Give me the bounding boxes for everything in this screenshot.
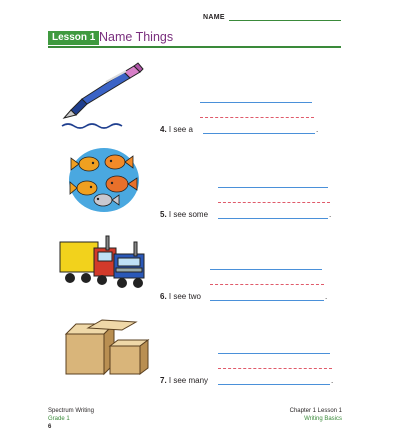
page-number: 6: [48, 424, 52, 430]
guide-mid-line: [218, 202, 330, 203]
fish-icon: [67, 146, 141, 214]
footer-right: [290, 408, 342, 423]
item-text: I see a: [168, 125, 193, 134]
sentence-4: [160, 125, 193, 134]
lesson-badge: Lesson 1: [48, 31, 99, 45]
guide-top-line: [210, 269, 322, 270]
item-number: 6.: [160, 292, 167, 301]
guide-mid-line: [218, 368, 332, 369]
period: .: [331, 376, 334, 385]
footer-chapter: Chapter 1 Lesson 1: [289, 408, 342, 414]
answer-line-4[interactable]: [203, 133, 315, 134]
guide-top-line: [218, 353, 330, 354]
guide-mid-line: [210, 284, 324, 285]
period: .: [316, 125, 319, 134]
item-number: 7.: [160, 376, 167, 385]
name-write-line[interactable]: [229, 20, 341, 21]
footer-grade: Grade 1: [48, 415, 70, 422]
guide-mid-line: [200, 117, 314, 118]
footer-left: [48, 408, 94, 423]
answer-line-6[interactable]: [210, 300, 324, 301]
answer-line-5[interactable]: [218, 218, 328, 219]
footer-section: Writing Basics: [304, 415, 342, 422]
item-text: I see some: [168, 210, 209, 219]
item-number: 4.: [160, 125, 167, 134]
guide-top-line: [200, 102, 312, 103]
sentence-6: [160, 292, 201, 301]
name-label: NAME: [203, 14, 225, 21]
pen-icon: [58, 60, 150, 132]
footer-book-title: Spectrum Writing: [48, 408, 94, 414]
answer-line-7[interactable]: [218, 384, 330, 385]
sentence-7: [160, 376, 208, 385]
sentence-5: [160, 210, 208, 219]
lesson-title: Name Things: [99, 30, 174, 44]
boxes-icon: [62, 318, 150, 378]
trucks-icon: [58, 234, 148, 292]
guide-top-line: [218, 187, 328, 188]
item-text: I see two: [168, 292, 201, 301]
header-rule: [48, 46, 341, 48]
item-text: I see many: [168, 376, 209, 385]
item-number: 5.: [160, 210, 167, 219]
period: .: [325, 292, 328, 301]
period: .: [329, 210, 332, 219]
